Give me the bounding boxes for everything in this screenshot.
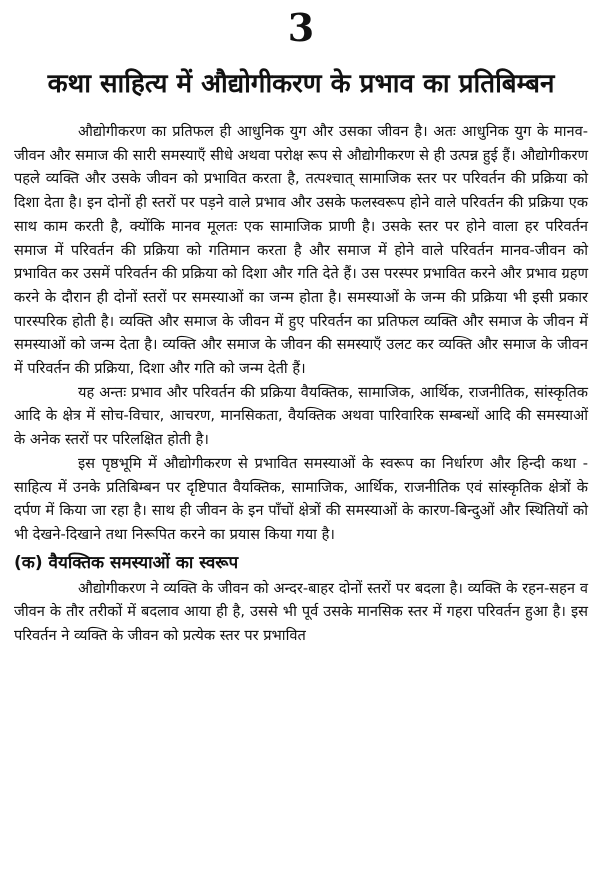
section-heading: (क) वैयक्तिक समस्याओं का स्वरूप xyxy=(14,552,239,573)
paragraph-individual-problems: औद्योगीकरण ने व्यक्ति के जीवन को अन्दर-बाहर दोनों स्तरों पर बदला है। व्यक्ति के रहन-सहन व जीवन के तौर तरीकों में बदलाव आया ही है, उससे भी पूर्व उसके मानसिक स्तर में गहरा परिवर्तन हुआ है। इस परिवर्तन ने व्यक्ति के जीवन को प्रत्येक स्तर पर प्रभावित xyxy=(14,579,588,645)
chapter-title: कथा साहित्य में औद्योगीकरण के प्रभाव का प्रतिबिम्बन xyxy=(47,69,555,99)
paragraph-inner-influence: यह अन्तः प्रभाव और परिवर्तन की प्रक्रिया वैयक्तिक, सामाजिक, आर्थिक, राजनीतिक, सांस्कृतिक आदि के क्षेत्र में सोच-विचार, आचरण, मानसिकता, वैयक्तिक अथवा पारिवारिक सम्बन्धों आदि की समस्याओं के अनेक स्तरों पर परिलक्षित होती है। xyxy=(14,383,588,449)
paragraph-intro: औद्योगीकरण का प्रतिफल ही आधुनिक युग और उसका जीवन है। अतः आधुनिक युग के मानव-जीवन और समाज की सारी समस्याएँ सीधे अथवा परोक्ष रूप से औद्योगीकरण से ही उत्पन्न हुई हैं। औद्योगीकरण पहले व्यक्ति और उसके जीवन को प्रभावित करता है, तत्पश्चात् सामाजिक स्तर पर परिवर्तन की प्रक्रिया को दिशा देता है। इन दोनों ही स्तरों पर पड़ने वाले प्रभाव और उसके फलस्वरूप होने वाले परिवर्तन की प्रक्रिया एक साथ काम करती है, क्योंकि मानव मूलतः एक सामाजिक प्राणी है। उसके स्तर पर होने वाला हर परिवर्तन समाज में परिवर्तन की प्रक्रिया को गतिमान करता है और समाज में होने वाले परिवर्तन मानव-जीवन को प्रभावित कर उसमें परिवर्तन की प्रक्रिया को दिशा और गति देते हैं। उस परस्पर प्रभावित करने और प्रभाव ग्रहण करने के दौरान ही दोनों स्तरों पर समस्याओं का जन्म होता है। समस्याओं के जन्म की प्रक्रिया भी इसी प्रकार पारस्परिक होती है। व्यक्ति और समाज के जीवन में हुए परिवर्तन का प्रतिफल व्यक्ति और समाज के जीवन में समस्याओं को जन्म देता है। व्यक्ति और समाज के जीवन की समस्याएँ उलट कर व्यक्ति और समाज के जीवन में परिवर्तन की प्रक्रिया, दिशा और गति को जन्म देती हैं। xyxy=(14,123,588,378)
chapter-number: 3 xyxy=(287,5,315,50)
paragraph-background: इस पृष्ठभूमि में औद्योगीकरण से प्रभावित समस्याओं के स्वरूप का निर्धारण और हिन्दी कथा - साहित्य में उनके प्रतिबिम्बन पर दृष्टिपात वैयक्तिक, सामाजिक, आर्थिक, राजनीतिक एवं सांस्कृतिक क्षेत्रों के दर्पण में किया जा रहा है। साथ ही जीवन के इन पाँचों क्षेत्रों की समस्याओं के कारण-बिन्दुओं और स्थितियों को भी देखने-दिखाने तथा निरूपित करने का प्रयास किया गया है। xyxy=(14,454,588,543)
chapter-body xyxy=(14,120,588,648)
